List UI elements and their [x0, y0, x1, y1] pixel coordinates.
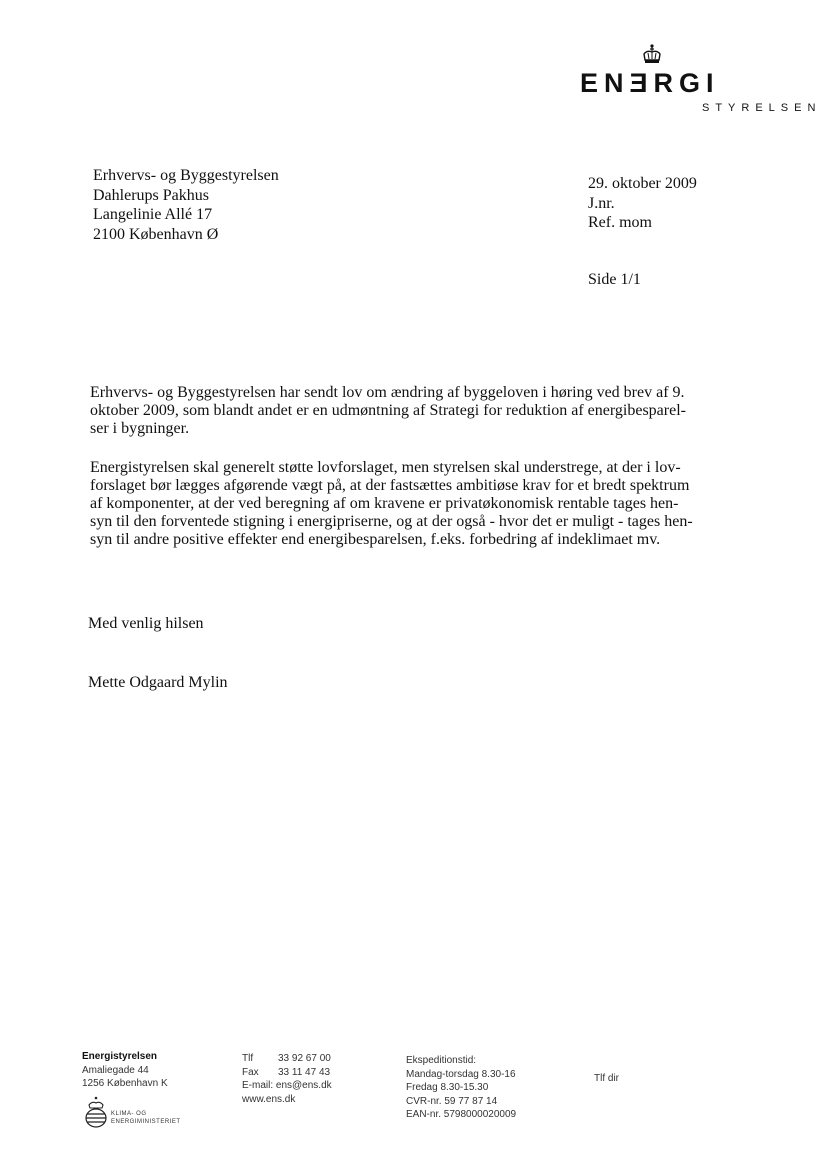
body-line: ser i bygninger. — [90, 420, 190, 437]
footer-org-name: Energistyrelsen — [82, 1051, 158, 1062]
footer-street: Amaliegade 44 — [82, 1064, 149, 1076]
body-line: forslaget bør lægges afgørende vægt på, at der fastsættes ambitiøse krav for et bredt spektrum — [90, 477, 690, 494]
body-paragraph-2 — [90, 459, 730, 549]
footer-web: www.ens.dk — [242, 1093, 296, 1105]
letter-date: 29. oktober 2009 — [588, 175, 697, 192]
closing-greeting: Med venlig hilsen — [88, 615, 204, 632]
hours-mon-thu: Mandag-torsdag 8.30-16 — [406, 1068, 516, 1080]
footer-direct-phone — [594, 1072, 619, 1086]
body-line: Energistyrelsen skal generelt støtte lovforslaget, men styrelsen skal understrege, at der i lov- — [90, 459, 681, 476]
logo-subtitle: STYRELSEN — [702, 102, 822, 114]
body-line: oktober 2009, som blandt andet er en udmøntning af Strategi for reduktion af energibesparel- — [90, 402, 686, 419]
reference: Ref. mom — [588, 214, 652, 231]
tlf-label: Tlf — [242, 1053, 254, 1064]
hours-title: Ekspeditionstid: — [406, 1055, 477, 1066]
footer-fax: 33 11 47 43 — [278, 1066, 331, 1078]
body-line: syn til andre positive effekter end energibesparelsen, f.eks. forbedring af indeklimaet mv. — [90, 531, 661, 548]
footer-contact — [242, 1052, 332, 1106]
energistyrelsen-logo — [580, 44, 820, 120]
footer-city: 1256 København K — [82, 1078, 168, 1089]
body-line: syn til den forventede stigning i energipriserne, og at der også - hvor det er muligt - tages hen- — [90, 513, 693, 530]
ministry-crest-icon — [84, 1096, 108, 1130]
fax-label: Fax — [242, 1066, 259, 1078]
cvr-number: CVR-nr. 59 77 87 14 — [406, 1095, 498, 1107]
signer-name: Mette Odgaard Mylin — [88, 674, 228, 691]
body-paragraph-1 — [90, 384, 730, 438]
tlf-dir-label: Tlf dir — [594, 1073, 619, 1084]
journal-number: J.nr. — [588, 194, 615, 212]
crown-icon — [642, 44, 662, 66]
letter-meta — [588, 174, 697, 233]
recipient-line: Erhvervs- og Byggestyrelsen — [93, 167, 279, 184]
ministry-line-2: ENERGIMINISTERIET — [111, 1119, 181, 1125]
recipient-line: Dahlerups Pakhus — [93, 186, 209, 204]
footer-address — [82, 1050, 168, 1091]
footer-phone: 33 92 67 00 — [278, 1053, 331, 1064]
recipient-line: 2100 København Ø — [93, 225, 219, 243]
recipient-line: Langelinie Allé 17 — [93, 206, 213, 223]
hours-fri: Fredag 8.30-15.30 — [406, 1082, 489, 1093]
ean-number: EAN-nr. 5798000020009 — [406, 1109, 517, 1120]
ministry-line-1: KLIMA- OG — [111, 1111, 147, 1117]
ministry-logo — [84, 1096, 204, 1130]
body-line: Erhvervs- og Byggestyrelsen har sendt lov om ændring af byggeloven i høring ved brev af 9. — [90, 384, 685, 401]
page-number: Side 1/1 — [588, 271, 641, 288]
footer-hours — [406, 1054, 516, 1122]
recipient-address — [93, 166, 279, 244]
footer-email: E-mail: ens@ens.dk — [242, 1080, 332, 1091]
logo-wordmark: ENƎRGI — [580, 68, 720, 98]
body-line: af komponenter, at der ved beregning af om kravene er privatøkonomisk rentable tages hen- — [90, 495, 679, 512]
